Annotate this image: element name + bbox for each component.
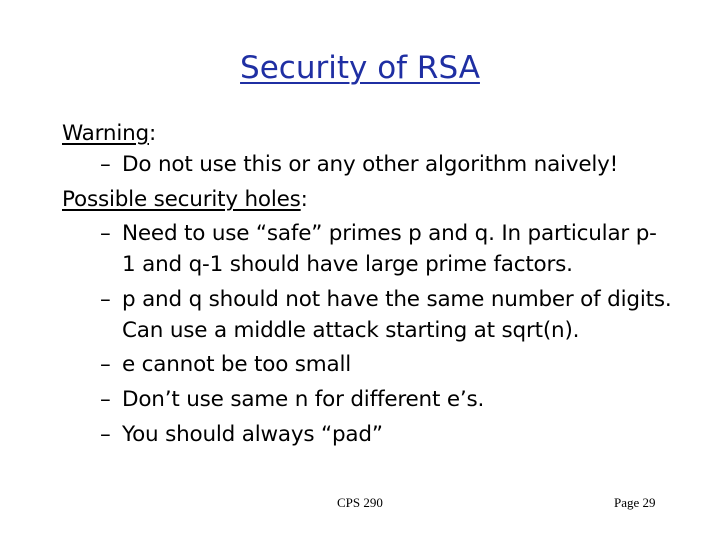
holes-item-1-line-1: Need to use “safe” primes p and q. In particular p- bbox=[122, 221, 657, 246]
bullet-dash: – bbox=[100, 221, 111, 246]
warning-heading-line bbox=[62, 118, 156, 149]
holes-item-1-line-2: 1 and q-1 should have large prime factors. bbox=[122, 252, 573, 277]
warning-colon: : bbox=[149, 121, 157, 146]
holes-heading-line bbox=[62, 184, 308, 215]
holes-item-5: You should always “pad” bbox=[122, 422, 383, 447]
slide-title: Security of RSA bbox=[240, 50, 480, 86]
warning-heading: Warning bbox=[62, 121, 149, 146]
holes-colon: : bbox=[300, 187, 308, 212]
holes-item-2-line-2: Can use a middle attack starting at sqrt(n). bbox=[122, 318, 580, 343]
warning-item: Do not use this or any other algorithm naively! bbox=[122, 152, 619, 177]
holes-item-4: Don’t use same n for different e’s. bbox=[122, 387, 485, 412]
bullet-dash: – bbox=[100, 287, 111, 312]
holes-item-2-line-1: p and q should not have the same number of digits. bbox=[122, 287, 672, 312]
bullet-dash: – bbox=[100, 387, 111, 412]
footer-course: CPS 290 bbox=[337, 495, 383, 510]
holes-heading: Possible security holes bbox=[62, 187, 301, 212]
bullet-dash: – bbox=[100, 352, 111, 377]
bullet-dash: – bbox=[100, 422, 111, 447]
holes-item-3: e cannot be too small bbox=[122, 352, 352, 377]
bullet-dash: – bbox=[100, 152, 111, 177]
footer-page-number: Page 29 bbox=[614, 495, 656, 510]
